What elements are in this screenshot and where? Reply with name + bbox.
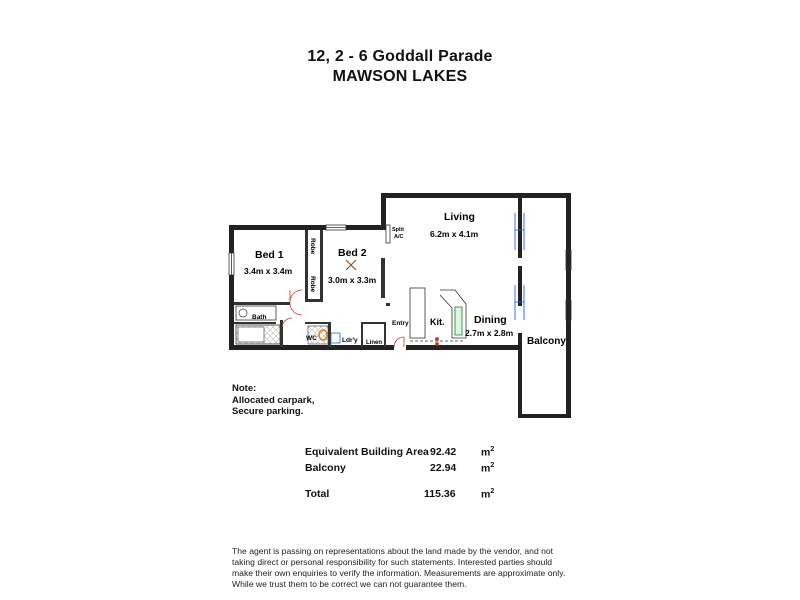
area-unit-building: $m^2$ xyxy=(481,446,495,459)
note-line-2: Secure parking. xyxy=(232,406,304,417)
laundry-label: Ldr'y xyxy=(342,337,358,344)
area-label-balcony: Balcony xyxy=(305,462,346,474)
living-dims: 6.2m x 4.1m xyxy=(430,229,479,239)
manhole-marker xyxy=(346,260,356,270)
entry-label: Entry xyxy=(392,320,409,327)
bed2-dims: 3.0m x 3.3m xyxy=(328,275,377,285)
note-title: Note: xyxy=(232,383,257,394)
balcony-label: Balcony xyxy=(527,336,566,347)
dining-label: Dining xyxy=(474,314,507,326)
area-label-total: Total xyxy=(305,488,330,500)
robe-label-lower: Robe xyxy=(309,276,316,293)
bed1-dims: 3.4m x 3.4m xyxy=(244,266,293,276)
split-ac-label-2: A/C xyxy=(394,234,404,240)
property-suburb: MAWSON LAKES xyxy=(332,68,468,85)
robe-label-upper: Robe xyxy=(309,238,316,255)
area-label-building: Equivalent Building Area xyxy=(305,446,429,458)
area-unit-total: $m^2$ xyxy=(481,488,495,501)
area-unit-balcony: $m^2$ xyxy=(481,462,495,475)
bed1-label: Bed 1 xyxy=(255,249,284,261)
area-value-total: 115.36 xyxy=(424,488,456,500)
parking-note xyxy=(232,383,314,418)
wc-label: WC xyxy=(306,335,317,342)
linen-label: Linen xyxy=(366,340,382,346)
bath-label: Bath xyxy=(252,314,267,321)
laundry-fixtures xyxy=(331,333,340,343)
note-line-1: Allocated carpark, xyxy=(232,394,315,406)
living-label: Living xyxy=(444,211,475,223)
area-value-building: 92.42 xyxy=(430,446,457,458)
area-value-balcony: 22.94 xyxy=(430,462,457,474)
disclaimer-text: The agent is passing on representations about the land made by the vendor, and not taking direct or personal responsibility for such statements. Interested parties should make their own enquiries to verify the information. Measurements are approximate only. While we trust them to be correct we can not guarantee them. xyxy=(232,546,566,589)
split-ac-label-1: Split xyxy=(392,227,404,233)
dining-dims: 2.7m x 2.8m xyxy=(465,328,514,338)
split-ac-unit xyxy=(386,225,390,243)
bed2-label: Bed 2 xyxy=(338,247,367,259)
kitchen-label: Kit. xyxy=(430,317,445,327)
property-address: 12, 2 - 6 Goddall Parade xyxy=(307,48,493,65)
